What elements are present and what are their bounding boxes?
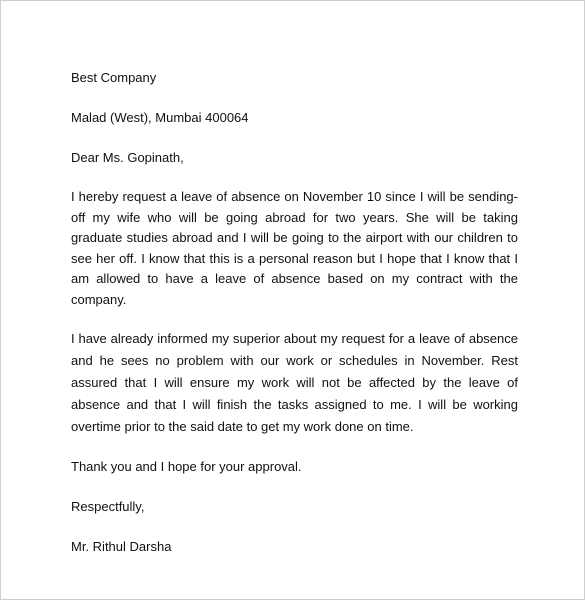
closing-line: Respectfully, — [71, 499, 145, 514]
company-address: Malad (West), Mumbai 400064 — [71, 110, 249, 125]
salutation: Dear Ms. Gopinath, — [71, 150, 184, 165]
paragraph-1: I hereby request a leave of absence on November 10 since I will be sending-off my wife who will be going abroad for two years. She will be taking graduate studies abroad and I will be going to the airport with our children to see her off. I know that this is a personal reason but I hope that I know that I am allowed to have a leave of absence based on my contract with the company. — [71, 189, 518, 307]
company-name: Best Company — [71, 70, 157, 85]
paragraph-2: I have already informed my superior about my request for a leave of absence and he sees no problem with our work or schedules in November. Rest assured that I will ensure my work will not be affected by the leave of absence and that I will finish the tasks assigned to me. I will be working overtime prior to the said date to get my work done on time. — [71, 331, 518, 434]
signature-name: Mr. Rithul Darsha — [71, 539, 172, 554]
letter-body — [71, 67, 518, 576]
thanks-line: Thank you and I hope for your approval. — [71, 459, 302, 474]
